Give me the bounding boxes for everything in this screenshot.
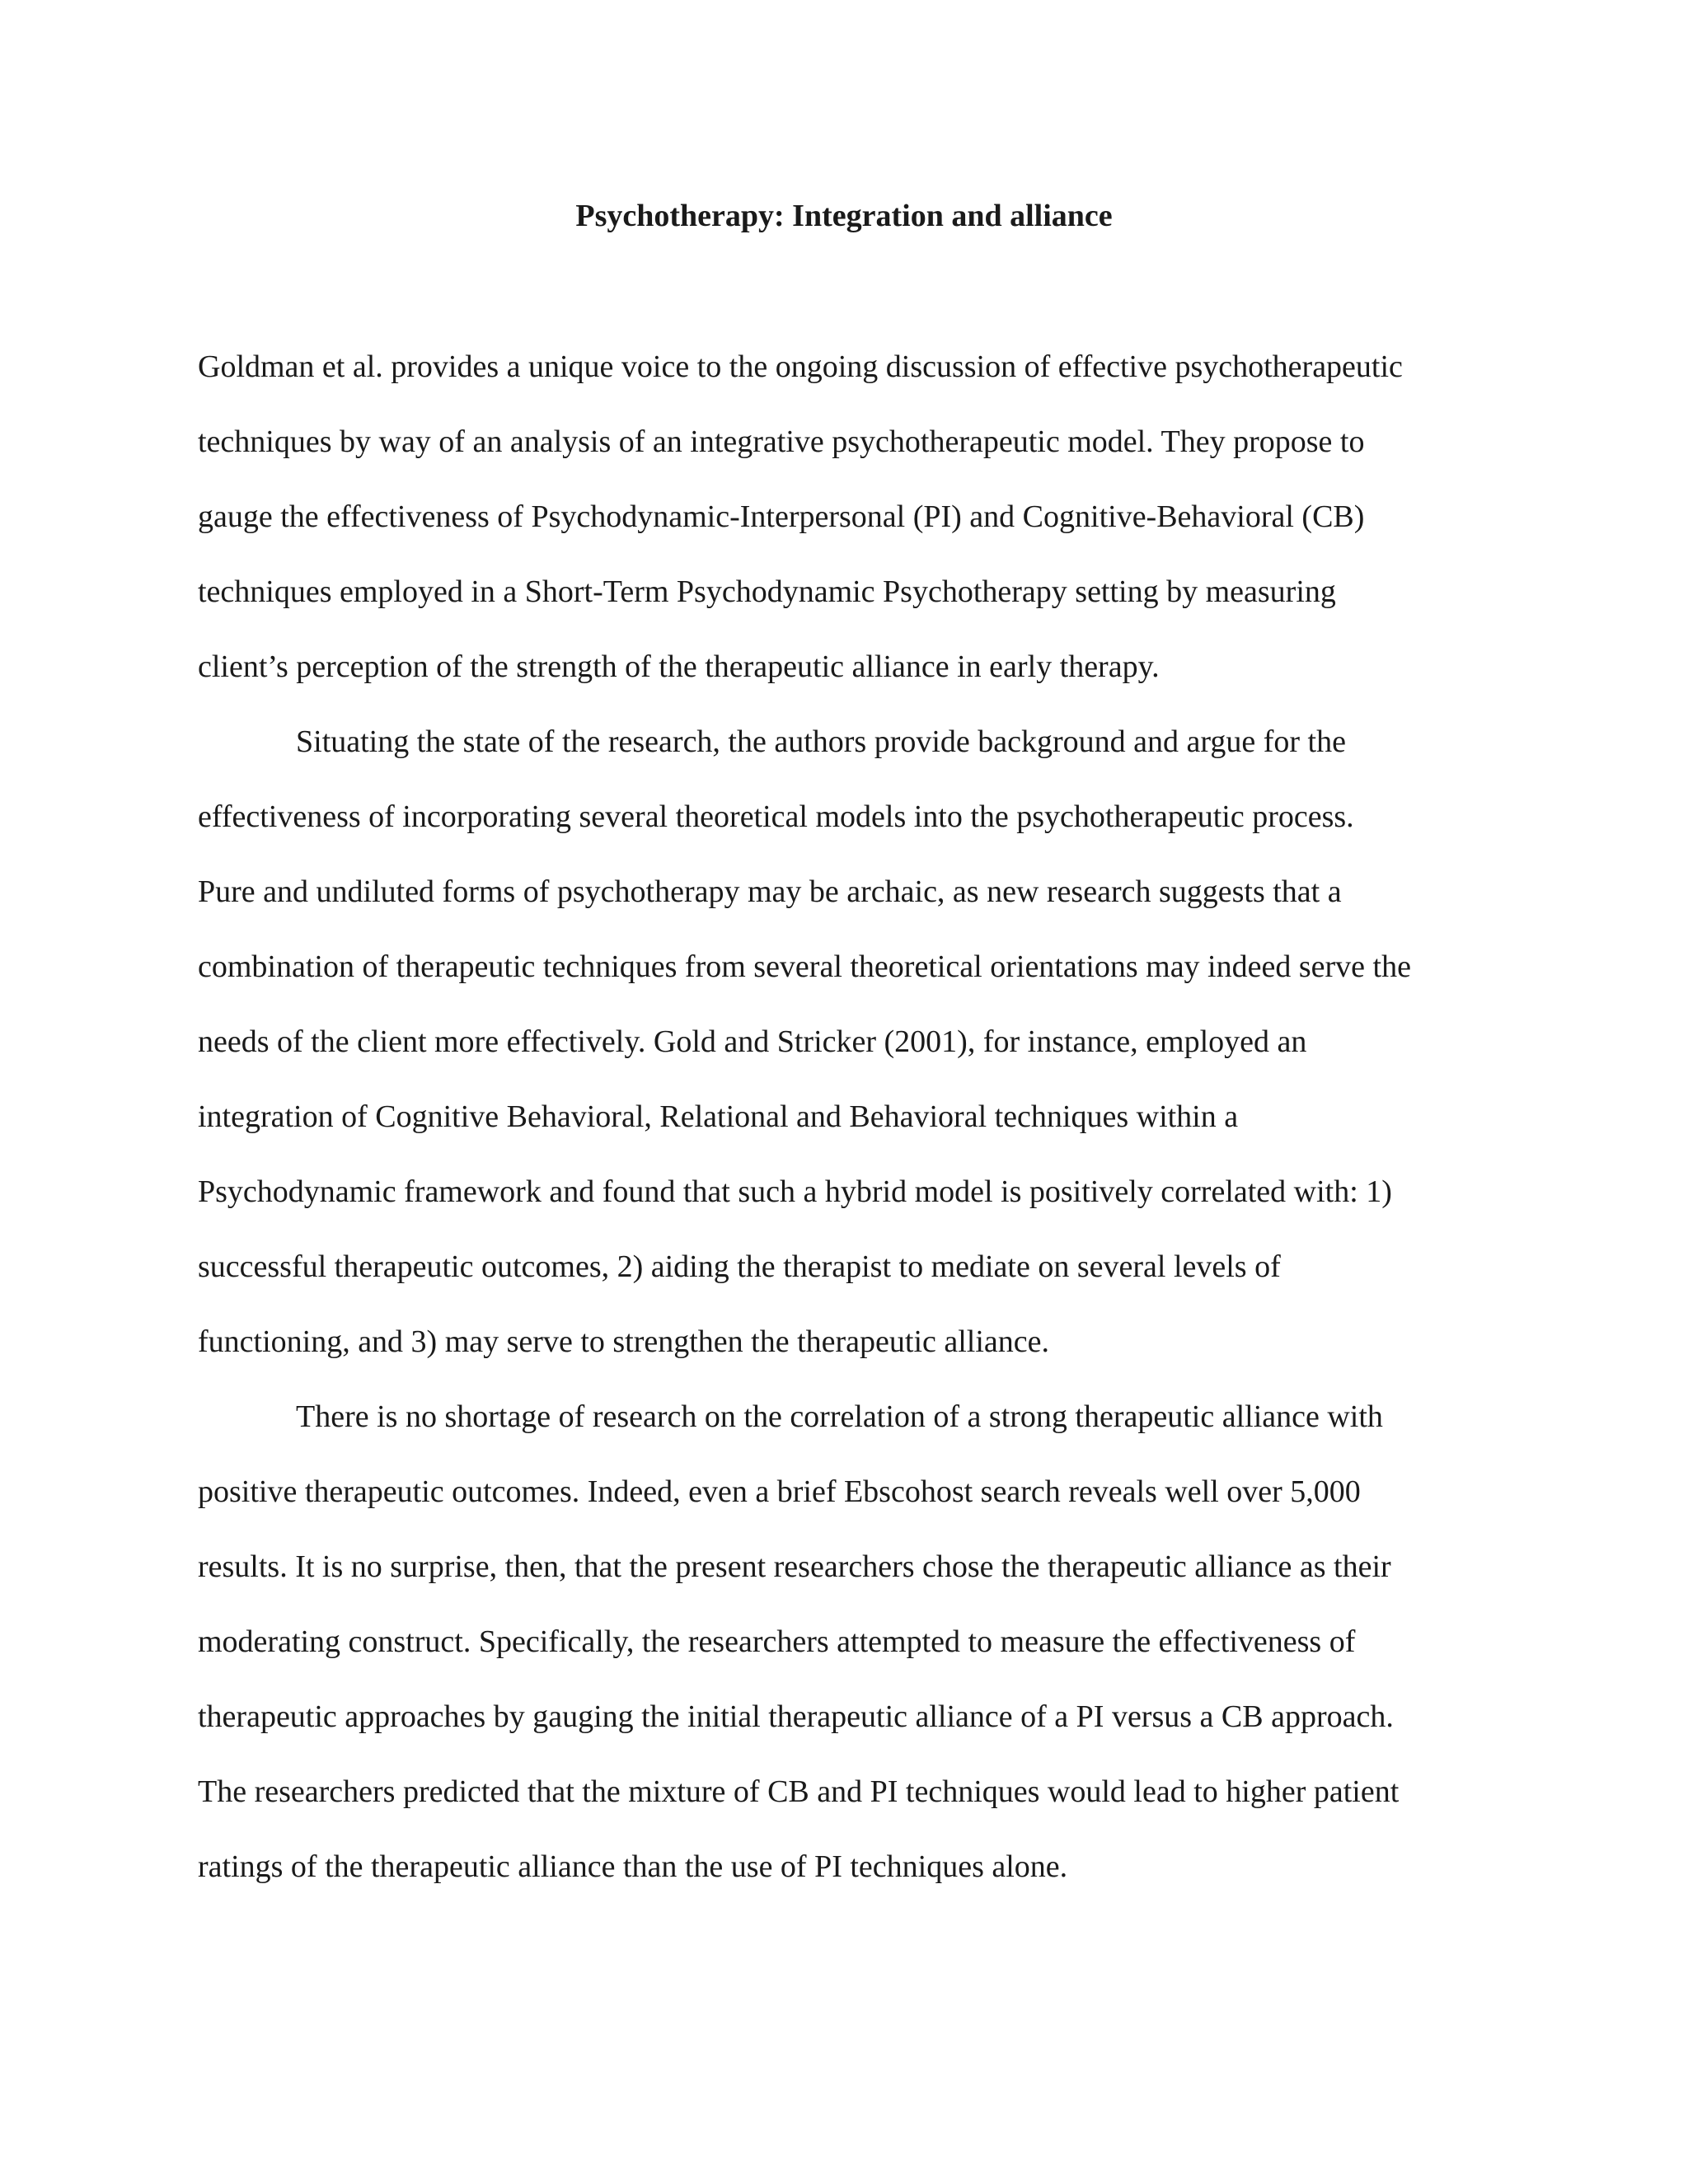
document-body xyxy=(198,343,1500,1918)
body-line: positive therapeutic outcomes. Indeed, even a brief Ebscohost search reveals well over 5,000 xyxy=(198,1474,1361,1509)
body-line: ratings of the therapeutic alliance than the use of PI techniques alone. xyxy=(198,1849,1068,1884)
body-line: successful therapeutic outcomes, 2) aiding the therapist to mediate on several levels of xyxy=(198,1249,1281,1284)
body-line: techniques by way of an analysis of an integrative psychotherapeutic model. They propose to xyxy=(198,424,1365,459)
body-line: combination of therapeutic techniques from several theoretical orientations may indeed serve the xyxy=(198,949,1411,984)
document-title: Psychotherapy: Integration and alliance xyxy=(575,199,1113,233)
body-line: Goldman et al. provides a unique voice to the ongoing discussion of effective psychotherapeutic xyxy=(198,349,1403,384)
body-line: client’s perception of the strength of the therapeutic alliance in early therapy. xyxy=(198,649,1160,684)
body-line: There is no shortage of research on the correlation of a strong therapeutic alliance with xyxy=(296,1399,1383,1434)
body-line: integration of Cognitive Behavioral, Relational and Behavioral techniques within a xyxy=(198,1099,1239,1134)
body-line: moderating construct. Specifically, the researchers attempted to measure the effectiveness of xyxy=(198,1624,1356,1659)
body-line: functioning, and 3) may serve to strengthen the therapeutic alliance. xyxy=(198,1324,1050,1359)
body-line: effectiveness of incorporating several theoretical models into the psychotherapeutic process. xyxy=(198,799,1354,834)
body-line: Situating the state of the research, the authors provide background and argue for the xyxy=(296,724,1346,759)
body-line: needs of the client more effectively. Gold and Stricker (2001), for instance, employed an xyxy=(198,1024,1307,1059)
body-line: results. It is no surprise, then, that the present researchers chose the therapeutic alliance as their xyxy=(198,1549,1391,1584)
body-line: The researchers predicted that the mixture of CB and PI techniques would lead to higher patient xyxy=(198,1774,1400,1809)
body-line: Pure and undiluted forms of psychotherapy may be archaic, as new research suggests that a xyxy=(198,874,1342,909)
body-line: techniques employed in a Short-Term Psychodynamic Psychotherapy setting by measuring xyxy=(198,574,1336,609)
body-line: therapeutic approaches by gauging the initial therapeutic alliance of a PI versus a CB approach. xyxy=(198,1699,1394,1734)
body-line: Psychodynamic framework and found that such a hybrid model is positively correlated with: 1) xyxy=(198,1174,1392,1209)
body-line: gauge the effectiveness of Psychodynamic-Interpersonal (PI) and Cognitive-Behavioral (CB) xyxy=(198,499,1365,534)
